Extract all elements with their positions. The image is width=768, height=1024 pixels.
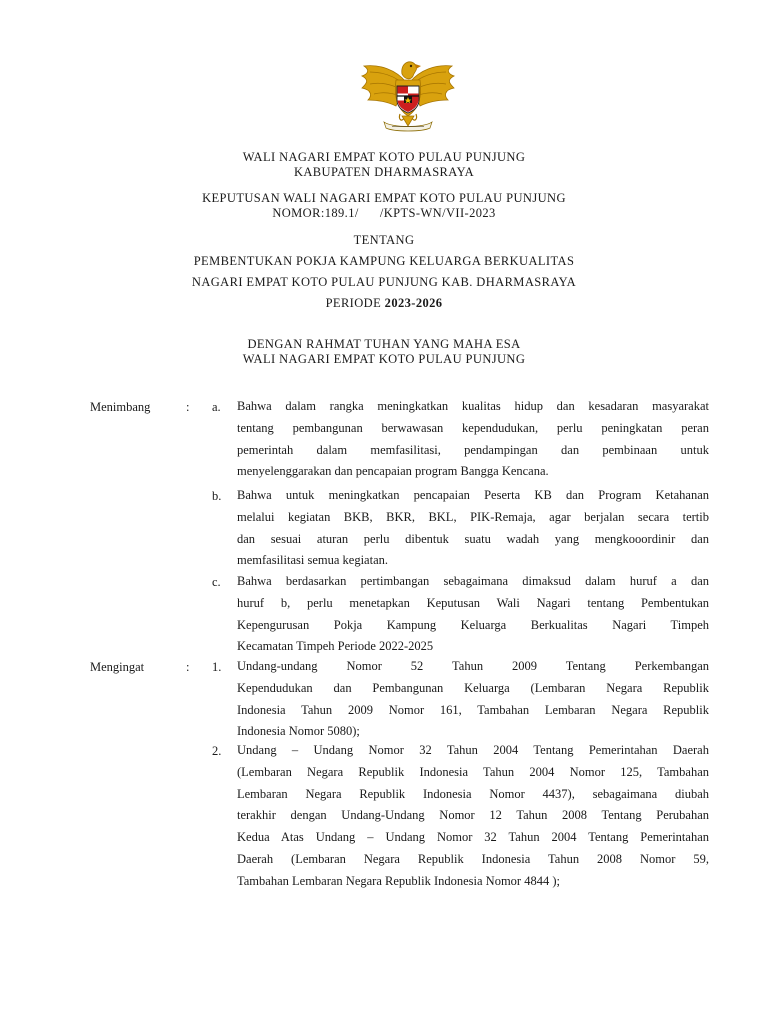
garuda-emblem-icon	[358, 52, 458, 134]
decree-title: KEPUTUSAN WALI NAGARI EMPAT KOTO PULAU PUNJUNG	[202, 191, 566, 205]
text-line: pemerintah dalam memfasilitasi, pendampingan dan pembinaan untuk	[237, 442, 709, 457]
text-line: Daerah (Lembaran Negara Republik Indonesia Tahun 2008 Nomor 59,	[237, 851, 709, 866]
consideration-item	[237, 485, 709, 572]
consideration-marker: b.	[212, 489, 222, 503]
text-line: Kepengurusan Pokja Kampung Keluarga Berkualitas Nagari Timpeh	[237, 617, 709, 632]
period-line	[0, 296, 768, 311]
text-line: Kependudukan dan Pembangunan Keluarga (Lembaran Negara Republik	[237, 680, 709, 695]
mengingat-colon: :	[186, 660, 190, 674]
consideration-item	[237, 396, 709, 483]
text-line: Bahwa dalam rangka meningkatkan kualitas hidup dan kesadaran masyarakat	[237, 399, 709, 413]
decree-number: NOMOR:189.1/ /KPTS-WN/VII-2023	[272, 206, 496, 220]
text-line: Tambahan Lembaran Negara Republik Indonesia Nomor 4844 );	[237, 873, 560, 888]
text-line: menyelenggarakan dan pencapaian program Bangga Kencana.	[237, 464, 549, 479]
subject-line-2: NAGARI EMPAT KOTO PULAU PUNJUNG KAB. DHARMASRAYA	[191, 275, 577, 289]
subject-line-1: PEMBENTUKAN POKJA KAMPUNG KELUARGA BERKUALITAS	[193, 254, 575, 268]
period-years: 2023-2026	[384, 296, 443, 310]
consideration-item	[237, 571, 709, 658]
legal-basis-marker: 2.	[212, 744, 222, 758]
legal-basis-marker: 1.	[212, 660, 222, 674]
text-line: Undang-undang Nomor 52 Tahun 2009 Tentang Perkembangan	[237, 659, 709, 673]
text-line: melalui kegiatan BKB, BKR, BKL, PIK-Remaja, agar berjalan secara tertib	[237, 509, 709, 524]
menimbang-label: Menimbang	[90, 400, 151, 414]
text-line: Undang – Undang Nomor 32 Tahun 2004 Tentang Pemerintahan Daerah	[237, 743, 709, 757]
text-line: memfasilitasi semua kegiatan.	[237, 553, 388, 568]
text-line: huruf b, perlu menetapkan Keputusan Wali Nagari tentang Pembentukan	[237, 595, 709, 610]
issuer-title: WALI NAGARI EMPAT KOTO PULAU PUNJUNG	[242, 150, 526, 164]
text-line: Indonesia Tahun 2009 Nomor 161, Tambahan Lembaran Negara Republik	[237, 702, 709, 717]
text-line: tentang pembangunan berwawasan kependudukan, perlu peningkatan peran	[237, 420, 709, 435]
text-line: Bahwa berdasarkan pertimbangan sebagaimana dimaksud dalam huruf a dan	[237, 574, 709, 588]
blessing-line-1: DENGAN RAHMAT TUHAN YANG MAHA ESA	[247, 337, 521, 351]
text-line: dan sesuai aturan perlu dibentuk suatu wadah yang mengkooordinir dan	[237, 531, 709, 546]
text-line: Indonesia Nomor 5080);	[237, 724, 360, 739]
about-heading: TENTANG	[353, 233, 415, 247]
consideration-marker: c.	[212, 575, 221, 589]
text-line: terakhir dengan Undang-Undang Nomor 12 Tahun 2008 Tentang Perubahan	[237, 808, 709, 823]
mengingat-label: Mengingat	[90, 660, 145, 674]
legal-basis-item	[237, 656, 709, 743]
period-label: PERIODE	[325, 296, 385, 310]
legal-basis-item	[237, 740, 709, 893]
text-line: Bahwa untuk meningkatkan pencapaian Peserta KB dan Program Ketahanan	[237, 488, 709, 502]
blessing-line-2: WALI NAGARI EMPAT KOTO PULAU PUNJUNG	[242, 352, 526, 366]
text-line: Kecamatan Timpeh Periode 2022-2025	[237, 639, 434, 654]
menimbang-colon: :	[186, 400, 190, 414]
text-line: Lembaran Negara Republik Indonesia Nomor 4437), sebagaimana diubah	[237, 786, 709, 801]
regency-title: KABUPATEN DHARMASRAYA	[293, 165, 475, 179]
text-line: Kedua Atas Undang – Undang Nomor 32 Tahun 2004 Tentang Pemerintahan	[237, 830, 709, 845]
consideration-marker: a.	[212, 400, 221, 414]
text-line: (Lembaran Negara Republik Indonesia Tahun 2004 Nomor 125, Tambahan	[237, 764, 709, 779]
